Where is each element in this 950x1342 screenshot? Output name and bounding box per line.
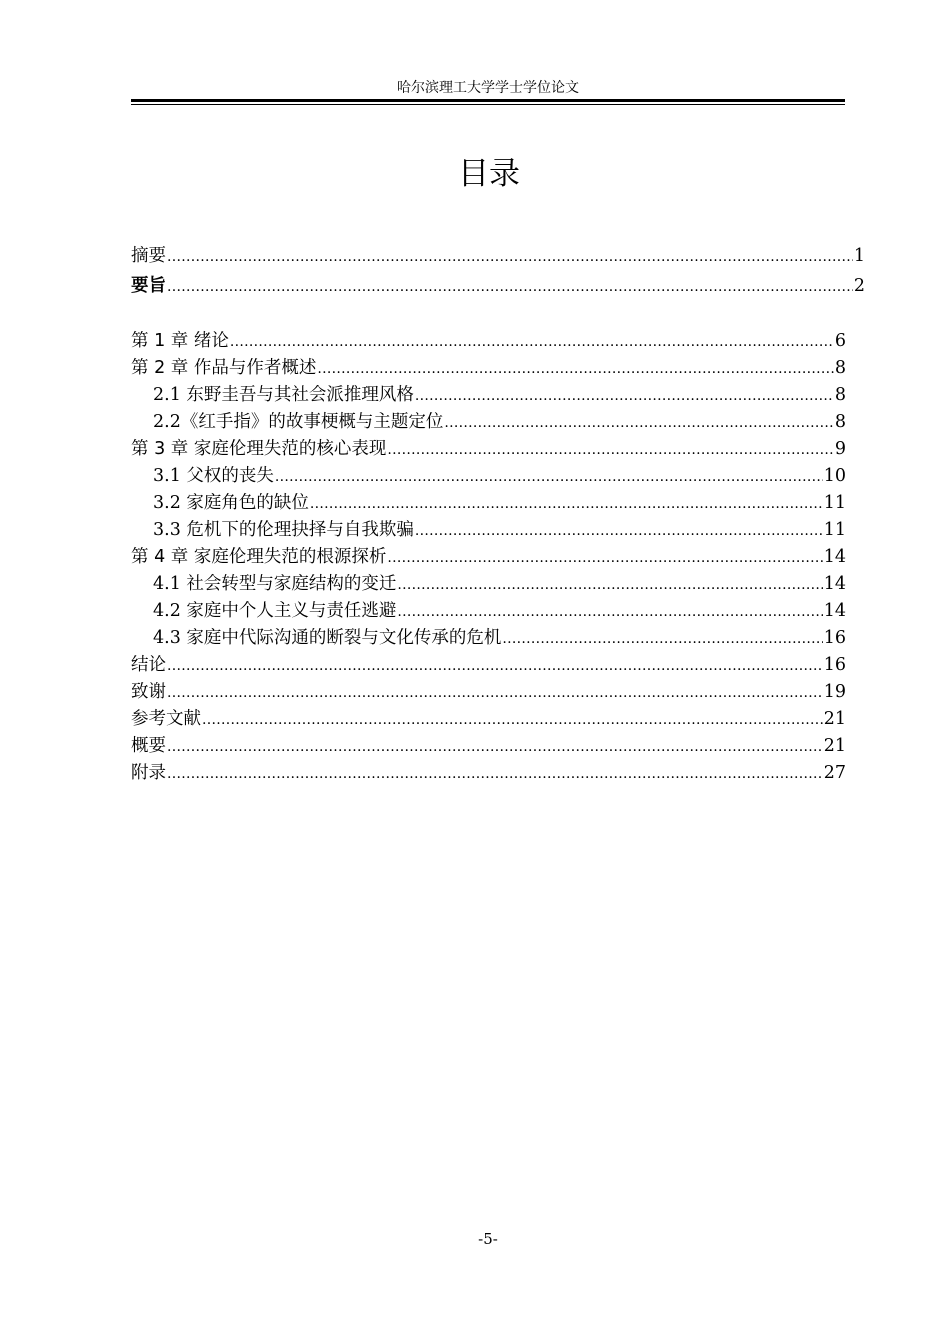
toc-entry-page: 1	[853, 246, 865, 266]
toc-entry-page: 21	[823, 709, 846, 729]
toc-entry-label: 参考文献	[131, 709, 201, 729]
toc-dot-leader	[202, 710, 823, 730]
toc-entry-page: 14	[823, 547, 846, 567]
toc-entry-chapter-4[interactable]	[131, 541, 846, 568]
toc-entry-page: 10	[823, 466, 846, 486]
toc-entry-yoshi[interactable]	[131, 270, 865, 297]
toc-dot-leader	[415, 386, 834, 406]
toc-entry-label: 结论	[131, 655, 166, 675]
toc-dot-leader	[167, 247, 853, 267]
toc-entry-section-4-3[interactable]	[153, 622, 846, 649]
toc-entry-page: 27	[823, 763, 846, 783]
toc-entry-label: 2.2《红手指》的故事梗概与主题定位	[153, 412, 444, 432]
toc-entry-appendix[interactable]	[131, 757, 846, 784]
toc-entry-page: 11	[823, 520, 846, 540]
toc-entry-page: 14	[823, 601, 846, 621]
toc-dot-leader	[502, 629, 822, 649]
toc-entry-label: 附录	[131, 763, 166, 783]
toc-entry-page: 8	[834, 412, 846, 432]
toc-entry-label: 4.2 家庭中个人主义与责任逃避	[153, 601, 397, 621]
toc-entry-label: 3.3 危机下的伦理抉择与自我欺骗	[153, 520, 414, 540]
toc-entry-summary[interactable]	[131, 730, 846, 757]
toc-entry-section-3-3[interactable]	[153, 514, 846, 541]
toc-entry-label: 4.3 家庭中代际沟通的断裂与文化传承的危机	[153, 628, 502, 648]
running-header-title: 哈尔滨理工大学学士学位论文	[397, 80, 579, 96]
toc-entry-section-3-1[interactable]	[153, 460, 846, 487]
toc-entry-section-4-1[interactable]	[153, 568, 846, 595]
toc-entry-page: 2	[853, 276, 865, 296]
toc-dot-leader	[167, 737, 823, 757]
toc-entry-page: 14	[823, 574, 846, 594]
toc-entry-page: 9	[834, 439, 846, 459]
toc-dot-leader	[167, 277, 853, 297]
toc-dot-leader	[444, 413, 834, 433]
toc-entry-label: 第 4 章 家庭伦理失范的根源探析	[131, 547, 387, 567]
toc-entry-page: 11	[823, 493, 846, 513]
toc-entry-page: 19	[823, 682, 846, 702]
toc-entry-page: 6	[834, 331, 846, 351]
toc-entry-page: 8	[834, 358, 846, 378]
toc-entry-section-2-1[interactable]	[153, 379, 846, 406]
toc-entry-label: 要旨	[131, 276, 166, 296]
toc-dot-leader	[387, 548, 822, 568]
toc-entry-label: 致谢	[131, 682, 166, 702]
toc-entry-acknowledgements[interactable]	[131, 676, 846, 703]
toc-entry-section-4-2[interactable]	[153, 595, 846, 622]
toc-dot-leader	[167, 764, 823, 784]
toc-dot-leader	[167, 656, 823, 676]
toc-entry-label: 4.1 社会转型与家庭结构的变迁	[153, 574, 397, 594]
toc-entry-label: 概要	[131, 736, 166, 756]
toc-entry-label: 摘要	[131, 246, 166, 266]
toc-entry-label: 3.1 父权的丧失	[153, 466, 274, 486]
toc-dot-leader	[397, 602, 822, 622]
toc-entry-conclusion[interactable]	[131, 649, 846, 676]
toc-dot-leader	[167, 683, 823, 703]
toc-dot-leader	[275, 467, 823, 487]
toc-entry-references[interactable]	[131, 703, 846, 730]
toc-entry-page: 16	[823, 655, 846, 675]
toc-dot-leader	[397, 575, 822, 595]
toc-dot-leader	[317, 359, 834, 379]
toc-entry-label: 2.1 东野圭吾与其社会派推理风格	[153, 385, 414, 405]
toc-entry-chapter-1[interactable]	[131, 325, 846, 352]
toc-dot-leader	[230, 332, 834, 352]
toc-entry-label: 第 3 章 家庭伦理失范的核心表现	[131, 439, 387, 459]
toc-entry-page: 16	[823, 628, 846, 648]
toc-entry-label: 3.2 家庭角色的缺位	[153, 493, 309, 513]
toc-entry-chapter-2[interactable]	[131, 352, 846, 379]
toc-entry-section-3-2[interactable]	[153, 487, 846, 514]
toc-entry-abstract[interactable]	[131, 240, 865, 267]
toc-entry-section-2-2[interactable]	[153, 406, 846, 433]
toc-dot-leader	[310, 494, 823, 514]
toc-entry-label: 第 2 章 作品与作者概述	[131, 358, 317, 378]
footer-page-number: -5-	[478, 1230, 498, 1248]
toc-entry-chapter-3[interactable]	[131, 433, 846, 460]
toc-entry-page: 8	[834, 385, 846, 405]
toc-dot-leader	[387, 440, 834, 460]
toc-title: 目录	[458, 156, 520, 192]
toc-entry-label: 第 1 章 绪论	[131, 331, 229, 351]
toc-entry-page: 21	[823, 736, 846, 756]
toc-dot-leader	[415, 521, 823, 541]
